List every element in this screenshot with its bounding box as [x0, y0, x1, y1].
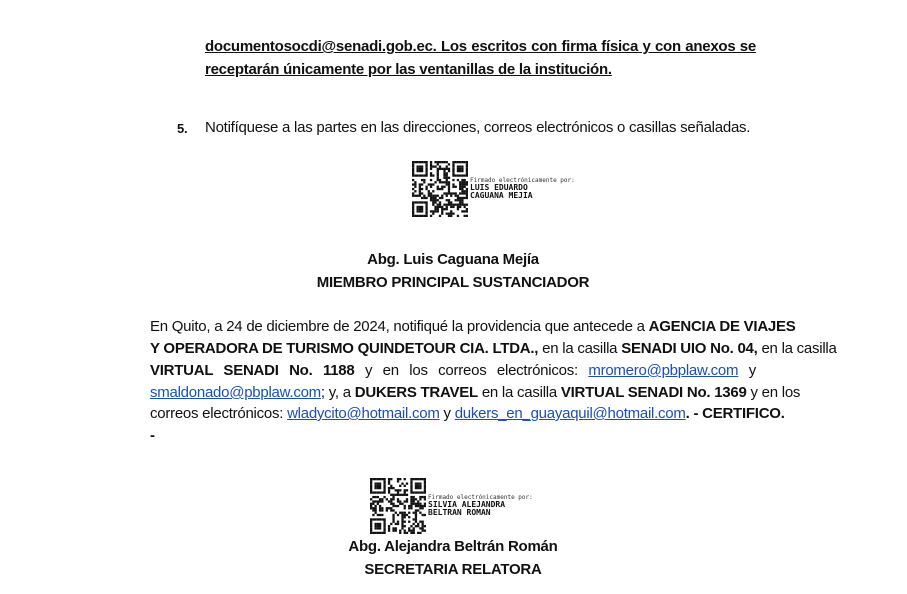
- signature-2-name-line1: SILVIA ALEJANDRA: [428, 500, 506, 509]
- notification-text: correos electrónicos:: [150, 405, 288, 422]
- notification-text: ; y, a: [320, 384, 355, 401]
- party-name: Y OPERADORA DE TURISMO QUINDETOUR CIA. LTDA.,: [150, 340, 539, 357]
- party-name: AGENCIA DE VIAJES: [648, 318, 796, 335]
- notification-text: en la casilla: [477, 384, 561, 401]
- notification-text: y en los: [746, 384, 801, 401]
- item-text: Notifíquese a las partes en las direcciones, correos electrónicos o casillas señaladas.: [205, 119, 751, 136]
- notification-line-6: -: [150, 427, 155, 444]
- signature-1-name-line1: LUIS EDUARDO: [470, 183, 528, 192]
- email-link[interactable]: smaldonado@pbplaw.com: [150, 384, 321, 401]
- notification-text: En Quito, a 24 de diciembre de 2024, notifiqué la providencia que antecede a: [150, 318, 649, 335]
- qr-code-signature-2: [370, 478, 426, 534]
- notification-line-1: [150, 318, 796, 335]
- notification-text: y: [738, 362, 756, 379]
- top-paragraph-line2: receptarán únicamente por las ventanillas de la institución.: [205, 61, 612, 78]
- notification-line-2: [150, 340, 837, 357]
- notification-text: en la casilla: [538, 340, 622, 357]
- item-number: 5.: [177, 121, 188, 136]
- notification-line-4: [150, 384, 801, 401]
- mailbox-id: SENADI UIO No. 04,: [621, 340, 758, 357]
- signer-1-role: MIEMBRO PRINCIPAL SUSTANCIADOR: [316, 274, 590, 291]
- email-link[interactable]: mromero@pbplaw.com: [588, 362, 739, 379]
- party-name: DUKERS TRAVEL: [354, 384, 478, 401]
- notification-text: y en los correos electrónicos:: [354, 362, 589, 379]
- email-link[interactable]: wladycito@hotmail.com: [287, 405, 440, 422]
- mailbox-id: VIRTUAL SENADI No. 1369: [560, 384, 747, 401]
- signature-2-caption: Firmado electrónicamente por:: [428, 494, 533, 501]
- qr-code-signature-1: [412, 161, 468, 217]
- mailbox-id: VIRTUAL SENADI No. 1188: [150, 362, 355, 379]
- email-link[interactable]: dukers_en_guayaquil@hotmail.com: [454, 405, 686, 422]
- signature-1-name-line2: CAGUANA MEJIA: [470, 191, 533, 200]
- signature-2-name-line2: BELTRAN ROMAN: [428, 508, 491, 517]
- notification-text: en la casilla: [757, 340, 837, 357]
- certifico-text: . - CERTIFICO.: [685, 405, 785, 422]
- signature-1-caption: Firmado electrónicamente por:: [470, 177, 575, 184]
- signer-2-role: SECRETARIA RELATORA: [364, 561, 542, 578]
- notification-line-5: [150, 405, 785, 422]
- signer-1-name: Abg. Luis Caguana Mejía: [367, 251, 539, 268]
- notification-text: y: [439, 405, 455, 422]
- notification-line-3: [150, 362, 756, 379]
- signer-2-name: Abg. Alejandra Beltrán Román: [348, 538, 558, 555]
- top-paragraph-line1: documentosocdi@senadi.gob.ec. Los escritos con firma física y con anexos se: [205, 38, 756, 55]
